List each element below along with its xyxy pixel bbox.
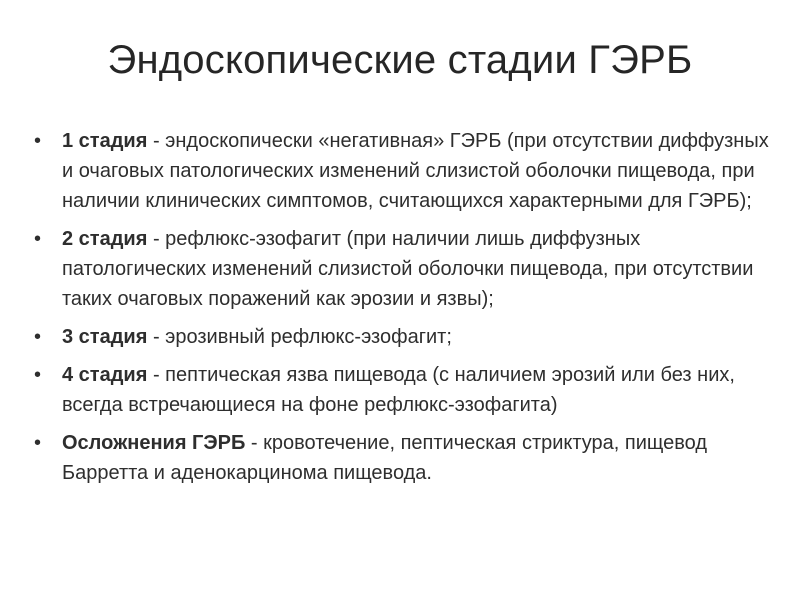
bullet-icon: • bbox=[34, 130, 42, 152]
stage-label: 2 стадия bbox=[62, 228, 148, 250]
list-item-stage-2 bbox=[32, 224, 780, 314]
stage-description: - эрозивный рефлюкс-эзофагит; bbox=[147, 326, 452, 348]
bullet-icon: • bbox=[34, 364, 42, 386]
bullet-icon: • bbox=[34, 432, 42, 454]
stage-description: - пептическая язва пищевода (с наличием эрозий или без них, всегда встречающиеся на фоне рефлюкс-эзофагита) bbox=[62, 364, 735, 416]
bullet-list bbox=[32, 126, 780, 496]
list-item-stage-1 bbox=[32, 126, 780, 216]
stage-label: 1 стадия bbox=[62, 130, 148, 152]
stage-description: - кровотечение, пептическая стриктура, пищевод Барретта и аденокарцинома пищевода. bbox=[62, 432, 708, 484]
stage-description: - рефлюкс-эзофагит (при наличии лишь диффузных патологических изменений слизистой оболочки пищевода, при отсутствии таких очаговых поражений как эрозии и язвы); bbox=[62, 228, 754, 310]
stage-label: Осложнения ГЭРБ bbox=[62, 432, 246, 454]
bullet-icon: • bbox=[34, 228, 42, 250]
list-item-complications bbox=[32, 428, 780, 488]
stage-label: 4 стадия bbox=[62, 364, 148, 386]
bullet-icon: • bbox=[34, 326, 42, 348]
list-item-stage-3 bbox=[32, 322, 780, 352]
list-item-stage-4 bbox=[32, 360, 780, 420]
stage-description: - эндоскопически «негативная» ГЭРБ (при отсутствии диффузных и очаговых патологических изменений слизистой оболочки пищевода, при наличии клинических симптомов, считающихся характерными для ГЭРБ); bbox=[62, 130, 769, 212]
stage-label: 3 стадия bbox=[62, 326, 148, 348]
slide-title: Эндоскопические стадии ГЭРБ bbox=[107, 38, 693, 82]
